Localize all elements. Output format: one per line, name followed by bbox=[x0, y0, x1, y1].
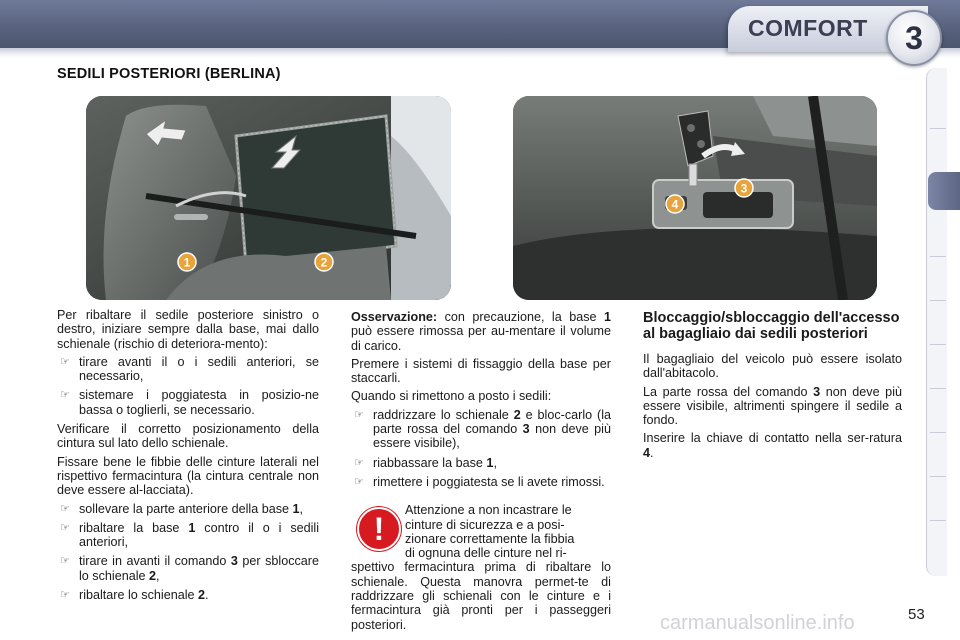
rear-seat-photo bbox=[86, 96, 451, 300]
pointing-hand-icon: ☞ bbox=[60, 555, 70, 568]
svg-text:2: 2 bbox=[320, 255, 328, 270]
list-item: ☞ ribaltare lo schienale 2. bbox=[60, 588, 209, 603]
side-tab-mark bbox=[930, 256, 946, 257]
warning-text: Attenzione a non incastrare le cinture di sicurezza e a posi- zionare correttamente la fibbia di ognuna delle cinture nel ri- spettivo fermacintura prima di ribaltare lo schienale. Questa manovra permet-te di raddrizzare gli schienali con le cinture e i fermacintura già pronti per i passeggeri posteriori. bbox=[351, 503, 611, 632]
paragraph: La parte rossa del comando 3 non deve più essere visibile, altrimenti spingere il sedile a fondo. bbox=[643, 384, 902, 428]
chapter-title: COMFORT bbox=[748, 15, 868, 41]
paragraph: Verificare il corretto posizionamento della cintura sul lato dello schienale. bbox=[57, 422, 319, 451]
callout-2 bbox=[315, 253, 333, 271]
column-right bbox=[643, 310, 902, 464]
column-middle bbox=[351, 310, 611, 632]
side-tab-mark bbox=[930, 300, 946, 301]
callout-3 bbox=[735, 179, 753, 197]
list-item: ☞ sollevare la parte anteriore della base 1, bbox=[60, 501, 304, 516]
callout-4 bbox=[666, 195, 684, 213]
side-tab-mark bbox=[930, 432, 946, 433]
warning-block bbox=[351, 503, 611, 632]
pointing-hand-icon: ☞ bbox=[60, 355, 70, 368]
list-item: ☞ rimettere i poggiatesta se li avete rimossi. bbox=[354, 474, 605, 489]
callout-1 bbox=[178, 253, 196, 271]
side-tab-mark bbox=[930, 388, 946, 389]
svg-text:4: 4 bbox=[671, 197, 679, 212]
intro-paragraph: Per ribaltare il sedile posteriore sinistro o destro, iniziare sempre dalla base, mai dallo schienale (rischio di deteriora-mento): bbox=[57, 308, 319, 351]
list-item: ☞ sistemare i poggiatesta in posizio-ne bassa o toglierli, se necessario. bbox=[60, 388, 319, 417]
list-item: ☞ raddrizzare lo schienale 2 e bloc-carlo (la parte rossa del comando 3 non deve più essere visibile), bbox=[354, 407, 612, 451]
pointing-hand-icon: ☞ bbox=[60, 521, 70, 534]
svg-text:1: 1 bbox=[183, 255, 191, 270]
side-tab-mark bbox=[930, 520, 946, 521]
paragraph: Premere i sistemi di fissaggio della base per staccarli. bbox=[351, 356, 611, 386]
page-number: 53 bbox=[908, 606, 925, 623]
pointing-hand-icon: ☞ bbox=[60, 589, 70, 602]
watermark: carmanualsonline.info bbox=[660, 612, 855, 634]
pointing-hand-icon: ☞ bbox=[354, 408, 364, 421]
column-left bbox=[57, 308, 319, 607]
pointing-hand-icon: ☞ bbox=[60, 502, 70, 515]
exclamation-icon: ! bbox=[357, 507, 401, 551]
side-tab-active-chapter bbox=[928, 172, 960, 210]
side-thumb-tabs bbox=[926, 68, 947, 576]
section-title: SEDILI POSTERIORI (BERLINA) bbox=[57, 66, 281, 82]
side-tab-mark bbox=[930, 128, 946, 129]
pointing-hand-icon: ☞ bbox=[354, 456, 364, 469]
side-tab-mark bbox=[930, 476, 946, 477]
side-tab-mark bbox=[930, 344, 946, 345]
svg-text:3: 3 bbox=[740, 181, 748, 196]
list-item: ☞ tirare avanti il o i sedili anteriori, se necessario, bbox=[60, 354, 319, 384]
paragraph: Inserire la chiave di contatto nella ser-ratura 4. bbox=[643, 431, 902, 460]
list-item: ☞ tirare in avanti il comando 3 per sbloccare lo schienale 2, bbox=[60, 554, 320, 583]
list-item: ☞ ribaltare la base 1 contro il o i sedili anteriori, bbox=[60, 520, 320, 550]
chapter-number-badge: 3 bbox=[886, 10, 942, 66]
list-item: ☞ riabbassare la base 1, bbox=[354, 455, 497, 470]
paragraph: Il bagagliaio del veicolo può essere isolato dall'abitacolo. bbox=[643, 352, 902, 381]
pointing-hand-icon: ☞ bbox=[60, 389, 70, 402]
subsection-heading: Bloccaggio/sbloccaggio dell'accesso al bagagliaio dai sedili posteriori bbox=[643, 310, 900, 342]
observation-paragraph: Osservazione: con precauzione, la base 1 può essere rimossa per au-mentare il volume di carico. bbox=[351, 310, 611, 353]
pointing-hand-icon: ☞ bbox=[354, 475, 364, 488]
trunk-lock-photo bbox=[513, 96, 877, 300]
paragraph: Quando si rimettono a posto i sedili: bbox=[351, 389, 552, 404]
paragraph: Fissare bene le fibbie delle cinture laterali nel rispettivo fermacintura (la cintura centrale non deve essere al-lacciata). bbox=[57, 454, 319, 498]
